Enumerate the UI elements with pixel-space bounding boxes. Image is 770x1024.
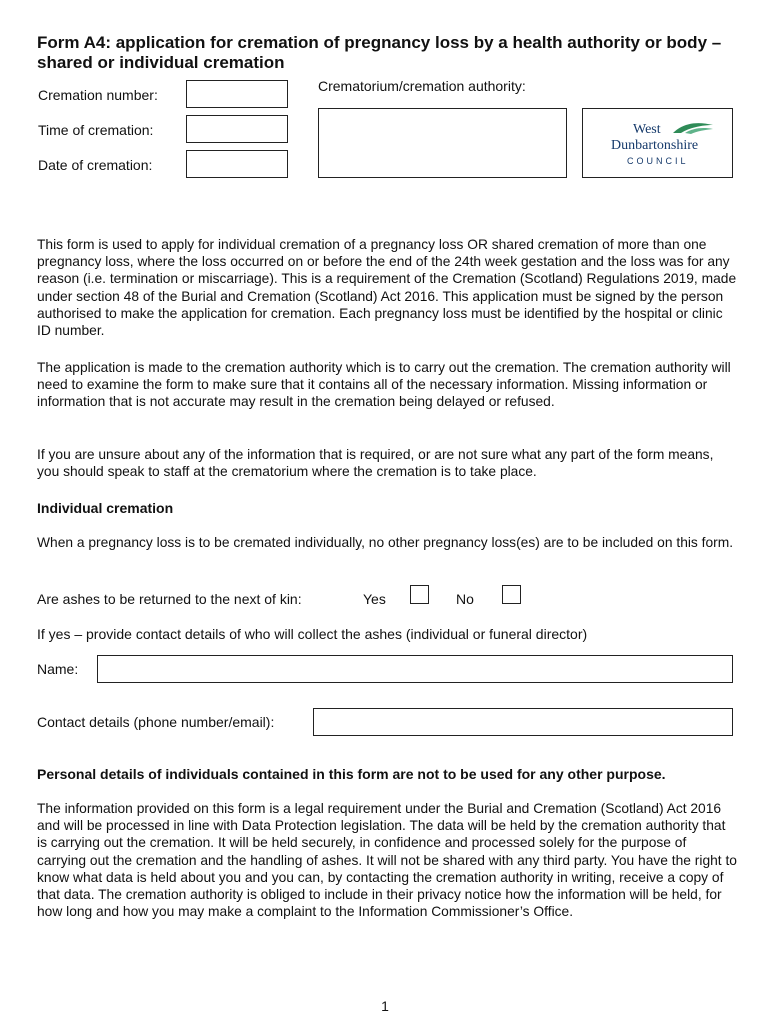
if-yes-instruction: If yes – provide contact details of who will collect the ashes (individual or funeral director): [37, 626, 588, 642]
cremation-number-label: Cremation number:: [38, 87, 158, 103]
contact-details-label: Contact details (phone number/email):: [37, 714, 275, 730]
intro-paragraph-2: The application is made to the cremation authority which is to carry out the cremation. The cremation authority will need to examine the form to make sure that it contains all of the necessary information. Missing information or information that is not accurate may result in the cremation being delayed or refused.: [37, 360, 731, 410]
crematorium-field[interactable]: [318, 108, 567, 178]
contact-details-field[interactable]: [313, 708, 733, 736]
date-of-cremation-label: Date of cremation:: [38, 157, 153, 173]
logo-text-council: COUNCIL: [627, 156, 689, 166]
no-label: No: [456, 591, 474, 607]
page-title: Form A4: application for cremation of pregnancy loss by a health authority or body – shared or individual cremation: [37, 33, 722, 72]
yes-label: Yes: [363, 591, 386, 607]
page-number: 1: [381, 998, 389, 1014]
yes-checkbox[interactable]: [410, 585, 429, 604]
ashes-question: Are ashes to be returned to the next of kin:: [37, 591, 302, 607]
time-of-cremation-label: Time of cremation:: [38, 122, 154, 138]
crematorium-label: Crematorium/cremation authority:: [318, 78, 526, 94]
council-logo: [582, 108, 733, 178]
date-of-cremation-field[interactable]: [186, 150, 288, 178]
intro-paragraph-1: This form is used to apply for individual cremation of a pregnancy loss OR shared cremation of more than one pregnancy loss, where the loss occurred on or before the end of the 24th week gestation and the loss was for any reason (i.e. termination or miscarriage). This is a requirement of the Cremation (Scotland) Regulations 2019, made under section 48 of the Burial and Cremation (Scotland) Act 2016. This application must be signed by the person authorised to make the application for cremation. Each pregnancy loss must be identified by the hospital or clinic ID number.: [37, 237, 737, 339]
logo-text-west: West: [633, 122, 661, 137]
individual-cremation-text: When a pregnancy loss is to be cremated individually, no other pregnancy loss(es) are to be included on this form.: [37, 535, 734, 550]
privacy-text: The information provided on this form is a legal requirement under the Burial and Cremation (Scotland) Act 2016 and will be processed in line with Data Protection legislation. The data will be held by the cremation authority that is carrying out the cremation. It will be held securely, in confidence and processed solely for the purpose of carrying out the cremation and the handling of ashes. It will not be shared with any third party. You have the right to know what data is held about you and you can, by contacting the cremation authority in writing, receive a copy of that data. The cremation authority is obliged to include in their privacy notice how the information will be held, for how long and how you may make a complaint to the Information Commissioner’s Office.: [37, 801, 737, 920]
intro-paragraph-3: If you are unsure about any of the information that is required, or are not sure what any part of the form means, you should speak to staff at the crematorium where the cremation is to take place.: [37, 447, 714, 480]
name-field[interactable]: [97, 655, 733, 683]
logo-text-dunbartonshire: Dunbartonshire: [611, 138, 699, 153]
name-label: Name:: [37, 661, 79, 677]
individual-cremation-heading: Individual cremation: [37, 500, 174, 516]
no-checkbox[interactable]: [502, 585, 521, 604]
cremation-number-field[interactable]: [186, 80, 288, 108]
time-of-cremation-field[interactable]: [186, 115, 288, 143]
swoosh-icon: [671, 121, 715, 135]
privacy-heading: Personal details of individuals contained in this form are not to be used for any other purpose.: [37, 766, 666, 782]
